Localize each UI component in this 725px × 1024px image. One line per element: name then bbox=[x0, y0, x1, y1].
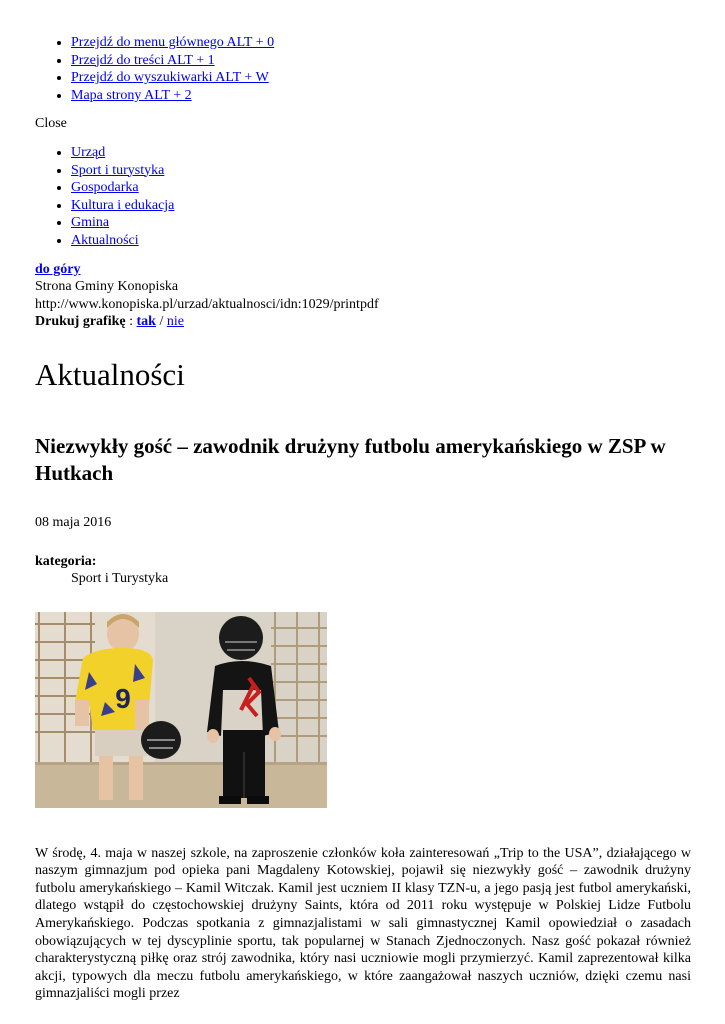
print-graphics-yes-link[interactable]: tak bbox=[136, 314, 156, 330]
sitemap-link[interactable]: Mapa strony ALT + 2 bbox=[71, 87, 192, 103]
print-graphics-label: Drukuj grafikę bbox=[35, 314, 126, 330]
section-title: Aktualności bbox=[35, 356, 185, 392]
skip-to-main-menu-link[interactable]: Przejdź do menu głównego ALT + 0 bbox=[71, 35, 275, 50]
article-title: Niezwykły gość – zawodnik drużyny futbolu amerykańskiego w ZSP w Hutkach bbox=[35, 433, 666, 485]
site-name: Strona Gminy Konopiska bbox=[35, 279, 179, 295]
skip-link-item bbox=[71, 34, 691, 52]
svg-text:9: 9 bbox=[115, 682, 131, 714]
menu-item bbox=[71, 214, 691, 232]
menu-item-aktualnosci[interactable]: Aktualności bbox=[71, 232, 139, 248]
print-graphics-colon: : bbox=[129, 314, 134, 330]
skip-links-list bbox=[35, 34, 691, 104]
category-value: Sport i Turystyka bbox=[71, 571, 169, 587]
article-body: W środę, 4. maja w naszej szkole, na zaproszenie członków koła zainteresowań „Trip to the USA”, działającego w naszym gimnazjum pod opieka pani Magdaleny Kotowskiej, pojawił się niezwykły gość – zawodnik drużyny futbolu amerykańskiego – Kamil Witczak. Kamil jest uczniem II klasy TZN-u, a jego pasją jest futbol amerykański, dlatego wstąpił do częstochowskiej drużyny Saints, która od 2011 roku występuje w Polskiej Lidze Futbolu Amerykańskiego. Podczas spotkania z gimnazjalistami w sali gimnastycznej Kamil opowiedział o zasadach obowiązujących w tej dyscyplinie sportu, tak popularnej w Stanach Zjednoczonych. Nasz gość pokazał również charakterystyczną piłkę oraz strój zawodnika, który nasi uczniowie mogli przymierzyć. Kamil zaprezentował kilka akcji, typowych dla meczu futbolu amerykańskiego, w które zaangażował naszych uczniów, dzięki czemu nasi gimnazjaliści mogli przez bbox=[35, 845, 691, 1002]
menu-item bbox=[71, 197, 691, 215]
article-photo bbox=[35, 612, 327, 808]
close-label[interactable]: Close bbox=[35, 116, 67, 132]
category-label: kategoria: bbox=[35, 553, 97, 569]
print-url: http://www.konopiska.pl/urzad/aktualnosci/idn:1029/printpdf bbox=[35, 296, 379, 312]
menu-item bbox=[71, 162, 691, 180]
skip-to-content-link[interactable]: Przejdź do treści ALT + 1 bbox=[71, 52, 215, 68]
menu-item-urzad[interactable]: Urząd bbox=[71, 144, 106, 160]
menu-item-gospodarka[interactable]: Gospodarka bbox=[71, 180, 139, 196]
article-photo-image bbox=[35, 612, 327, 808]
page bbox=[35, 0, 691, 1003]
menu-item-gmina[interactable]: Gmina bbox=[71, 215, 110, 231]
menu-item bbox=[71, 232, 691, 250]
skip-to-search-link[interactable]: Przejdź do wyszukiwarki ALT + W bbox=[71, 70, 269, 86]
top-link-row bbox=[35, 261, 691, 279]
article-date: 08 maja 2016 bbox=[35, 514, 112, 530]
skip-link-item bbox=[71, 87, 691, 105]
skip-link-item bbox=[71, 52, 691, 70]
main-menu bbox=[35, 144, 691, 250]
print-graphics-row bbox=[35, 313, 691, 331]
menu-item bbox=[71, 179, 691, 197]
menu-item bbox=[71, 144, 691, 162]
print-graphics-no-link[interactable]: nie bbox=[166, 314, 184, 330]
skip-link-item bbox=[71, 69, 691, 87]
back-to-top-link[interactable]: do góry bbox=[35, 261, 81, 277]
print-graphics-slash: / bbox=[159, 314, 164, 330]
menu-item-kultura[interactable]: Kultura i edukacja bbox=[71, 197, 175, 213]
menu-item-sport[interactable]: Sport i turystyka bbox=[71, 162, 165, 178]
